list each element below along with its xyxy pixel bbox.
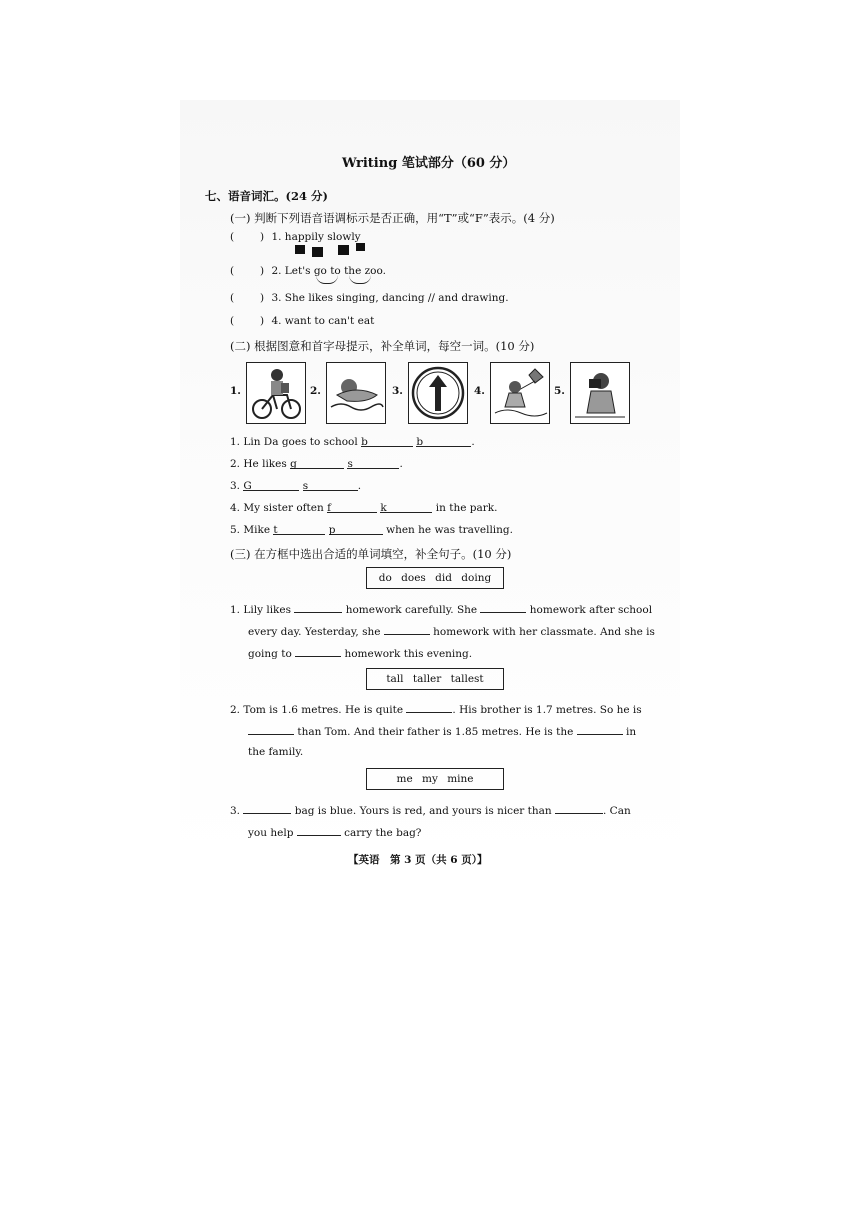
swimmer-icon [326, 362, 386, 424]
go-straight-sign-icon [408, 362, 468, 424]
answer-blank[interactable] [406, 702, 452, 713]
question-row: ( ) 3. She likes singing, dancing ∕∕ and drawing. [230, 292, 509, 304]
boy-riding-bike-icon [246, 362, 306, 424]
question-row: ( ) 4. want to can't eat [230, 315, 375, 327]
stress-mark [338, 245, 349, 255]
answer-blank[interactable] [480, 602, 526, 613]
question-text: 3. She likes singing, dancing ∕∕ and drawing. [271, 292, 509, 304]
question-text: 4. want to can't eat [271, 315, 375, 327]
part2-heading: (二) 根据图意和首字母提示，补全单词，每空一词。(10 分) [230, 339, 535, 353]
answer-blank[interactable]: s [347, 458, 399, 469]
picture-number: 2. [310, 385, 321, 397]
fill-sentence: 5. Mike t p when he was travelling. [230, 524, 513, 536]
passage-line: than Tom. And their father is 1.85 metres. He is the in [248, 724, 636, 738]
section-heading: 七、语音词汇。(24 分) [205, 189, 328, 203]
passage-line: 3. bag is blue. Yours is red, and yours is nicer than . Can [230, 805, 631, 817]
passage-line: 1. Lily likes homework carefully. She homework after school [230, 604, 653, 616]
fill-sentence: 3. G s . [230, 480, 362, 492]
stress-mark [312, 247, 323, 257]
question-text: 2. Let's go to the zoo. [271, 265, 386, 277]
fill-sentence: 4. My sister often f k in the park. [230, 502, 498, 514]
picture-number: 1. [230, 385, 241, 397]
question-row: ( ) 1. happily slowly [230, 231, 361, 243]
stress-mark [356, 243, 365, 251]
answer-blank[interactable] [555, 803, 603, 814]
answer-blank[interactable] [243, 803, 291, 814]
word-box: me my mine [366, 768, 504, 790]
passage-line: going to homework this evening. [248, 648, 473, 660]
question-text: 1. happily slowly [271, 231, 361, 243]
passage-line: you help carry the bag? [248, 827, 422, 839]
answer-blank[interactable]: t [273, 524, 325, 535]
word-box: do does did doing [366, 567, 504, 589]
question-row: ( ) 2. Let's go to the zoo. [230, 265, 386, 277]
answer-blank[interactable] [295, 646, 341, 657]
answer-blank[interactable]: p [329, 524, 383, 535]
part3-heading: (三) 在方框中选出合适的单词填空，补全句子。(10 分) [230, 547, 512, 561]
answer-blank[interactable] [294, 602, 342, 613]
page-title: Writing 笔试部分（60 分） [342, 156, 516, 171]
picture-number: 4. [474, 385, 485, 397]
answer-blank[interactable] [384, 624, 430, 635]
passage-line: 2. Tom is 1.6 metres. He is quite . His brother is 1.7 metres. So he is [230, 704, 642, 716]
word-box: tall taller tallest [366, 668, 504, 690]
girl-flying-kite-icon [490, 362, 550, 424]
part1-heading: (一) 判断下列语音语调标示是否正确，用“T”或“F”表示。(4 分) [230, 211, 555, 225]
passage-line: the family. [248, 746, 304, 758]
photographer-icon [570, 362, 630, 424]
answer-blank[interactable]: f [327, 502, 377, 513]
stress-mark [295, 245, 305, 254]
answer-blank[interactable]: g [290, 458, 344, 469]
page-footer: 【英语 第 3 页（共 6 页）】 [348, 854, 488, 866]
answer-blank[interactable]: k [380, 502, 432, 513]
answer-blank[interactable] [248, 724, 294, 735]
answer-blank[interactable] [297, 825, 341, 836]
answer-blank[interactable] [577, 724, 623, 735]
picture-number: 5. [554, 385, 565, 397]
answer-blank[interactable]: G [243, 480, 299, 491]
fill-sentence: 1. Lin Da goes to school b b . [230, 436, 475, 448]
fill-sentence: 2. He likes g s . [230, 458, 403, 470]
picture-number: 3. [392, 385, 403, 397]
answer-blank[interactable]: b [361, 436, 413, 447]
passage-line: every day. Yesterday, she homework with her classmate. And she is [248, 626, 655, 638]
answer-blank[interactable]: s [303, 480, 358, 491]
answer-blank[interactable]: b [416, 436, 471, 447]
